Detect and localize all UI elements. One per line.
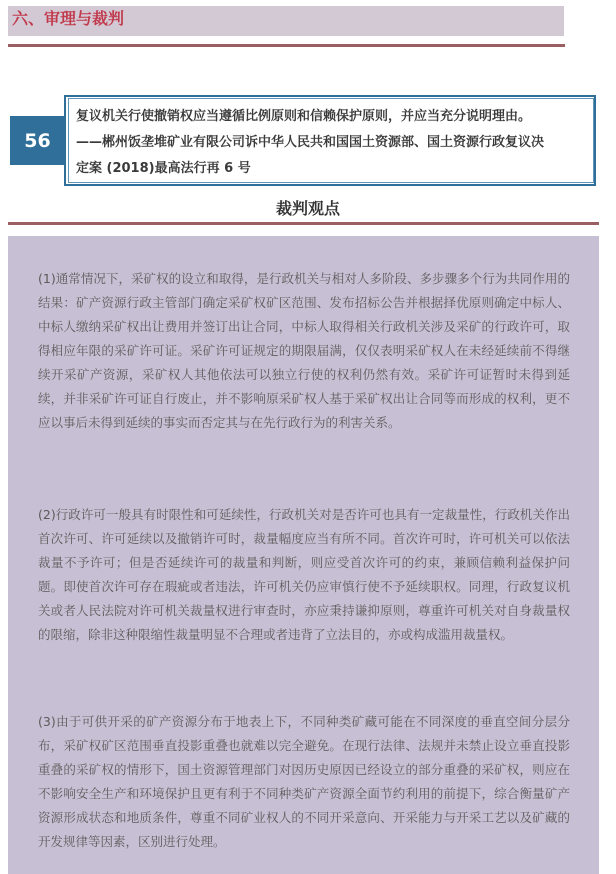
case-holding-line: 复议机关行使撤销权应当遵循比例原则和信赖保护原则，并应当充分说明理由。	[76, 109, 532, 124]
opinion-divider	[8, 222, 599, 225]
opinion-heading: 裁判观点	[275, 199, 340, 218]
case-citation-line: ——郴州饭垄堆矿业有限公司诉中华人民共和国国土资源部、国土资源行政复议决	[76, 135, 545, 150]
case-citation-line-2: 定案 (2018)最高法行再 6 号	[76, 161, 251, 176]
section-divider	[8, 44, 565, 47]
case-number-badge: 56	[10, 116, 65, 165]
opinion-paragraph-2: (2)行政许可一般具有时限性和可延续性，行政机关对是否许可也具有一定裁量性，行政机关作出首次许可、许可延续以及撤销许可时，裁量幅度应当有所不同。首次许可时，许可机关可以依法裁量不予许可；但是否延续许可的裁量和判断，则应受首次许可的约束，兼顾信赖利益保护问题。即使首次许可存在瑕疵或者违法，许可机关仍应审慎行使不予延续职权。同理，行政复议机关或者人民法院对许可机关裁量权进行审查时，亦应秉持谦抑原则，尊重许可机关对自身裁量权的限缩，除非这种限缩性裁量明显不合理或者违背了立法目的，亦或构成滥用裁量权。	[38, 507, 570, 642]
section-title: 六、审理与裁判	[12, 9, 125, 28]
opinion-paragraph-3: (3)由于可供开采的矿产资源分布于地表上下，不同种类矿藏可能在不同深度的垂直空间分层分布，采矿权矿区范围垂直投影重叠也就难以完全避免。在现行法律、法规并未禁止设立垂直投影重叠的采矿权的情形下，国土资源管理部门对因历史原因已经设立的部分重叠的采矿权，则应在不影响安全生产和环境保护且更有利于不同种类矿产资源全面节约利用的前提下，综合衡量矿产资源形成状态和地质条件，尊重不同矿业权人的不同开采意向、开采能力与开采工艺以及矿藏的开发规律等因素，区别进行处理。	[38, 714, 570, 849]
case-summary	[76, 104, 591, 182]
opinion-paragraph-1: (1)通常情况下，采矿权的设立和取得，是行政机关与相对人多阶段、多步骤多个行为共同作用的结果：矿产资源行政主管部门确定采矿权矿区范围、发布招标公告并根据择优原则确定中标人、中标人缴纳采矿权出让费用并签订出让合同，中标人取得相关行政机关涉及采矿的行政许可，取得相应年限的采矿许可证。采矿许可证规定的期限届满，仅仅表明采矿权人在未经延续前不得继续开采矿产资源，采矿权人其他依法可以独立行使的权利仍然有效。采矿许可证暂时未得到延续，并非采矿许可证自行废止，并不影响原采矿权人基于采矿权出让合同等而形成的权利，更不应以事后未得到延续的事实而否定其与在先行政行为的利害关系。	[38, 271, 570, 430]
